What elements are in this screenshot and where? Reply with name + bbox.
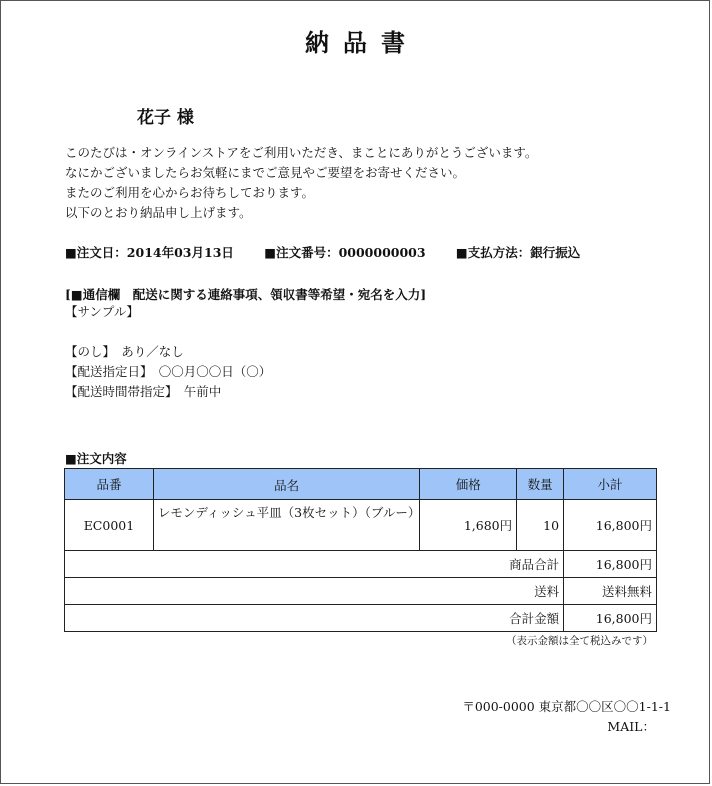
payment-method: ■支払方法：銀行振込 [455,245,581,260]
shop-address: 〒000-0000 東京都〇〇区〇〇1-1-1 [462,699,671,714]
summary-row-grand-total [65,605,657,632]
summary-label: 送料 [65,578,564,605]
greeting-line: 以下のとおり納品申し上げます。 [65,205,252,220]
summary-row-shipping [65,578,657,605]
tax-note: （表示金額は全て税込みです） [506,635,653,647]
item-price: 1,680円 [420,500,517,551]
notes-line: 【配送指定日】 〇〇月〇〇日（〇） [65,364,272,379]
table-row [65,500,657,551]
notes-line: 【のし】 あり／なし [65,344,184,359]
item-subtotal: 16,800円 [564,500,657,551]
notes-line: 【配送時間帯指定】 午前中 [65,384,222,399]
summary-value: 16,800円 [564,605,657,632]
summary-label: 合計金額 [65,605,564,632]
summary-value: 送料無料 [564,578,657,605]
order-number: ■注文番号：0000000003 [264,245,426,260]
item-name: レモンディッシュ平皿（3枚セット）（ブルー） [153,500,419,551]
table-header-row [65,469,657,500]
order-date: ■注文日：2014年03月13日 [65,245,234,260]
summary-row-goods-total [65,551,657,578]
recipient-name: 花子 様 [137,108,194,128]
column-header-subtotal: 小計 [564,469,657,500]
greeting-message [65,143,537,223]
notes-body [65,302,271,402]
item-quantity: 10 [517,500,564,551]
notes-line [65,322,271,342]
column-header-code: 品番 [65,469,154,500]
notes-heading: [■通信欄 配送に関する連絡事項、領収書等希望・宛名を入力] [65,287,427,302]
item-code: EC0001 [65,500,154,551]
document-title: 納品書 [305,28,419,57]
summary-value: 16,800円 [564,551,657,578]
shop-mail: MAIL： [607,719,655,734]
column-header-price: 価格 [420,469,517,500]
greeting-line: またのご利用を心からお待ちしております。 [65,185,315,200]
greeting-line: このたびは・オンラインストアをご利用いただき、まことにありがとうございます。 [65,145,538,160]
order-section-heading: ■注文内容 [65,451,127,466]
summary-label: 商品合計 [65,551,564,578]
notes-line: 【サンプル】 [65,304,139,319]
column-header-quantity: 数量 [517,469,564,500]
column-header-name: 品名 [153,469,419,500]
greeting-line: なにかございましたらお気軽にまでご意見やご要望をお寄せください。 [65,165,466,180]
footer-contact [1,697,671,737]
order-meta [65,243,606,261]
order-items-table [64,468,657,632]
